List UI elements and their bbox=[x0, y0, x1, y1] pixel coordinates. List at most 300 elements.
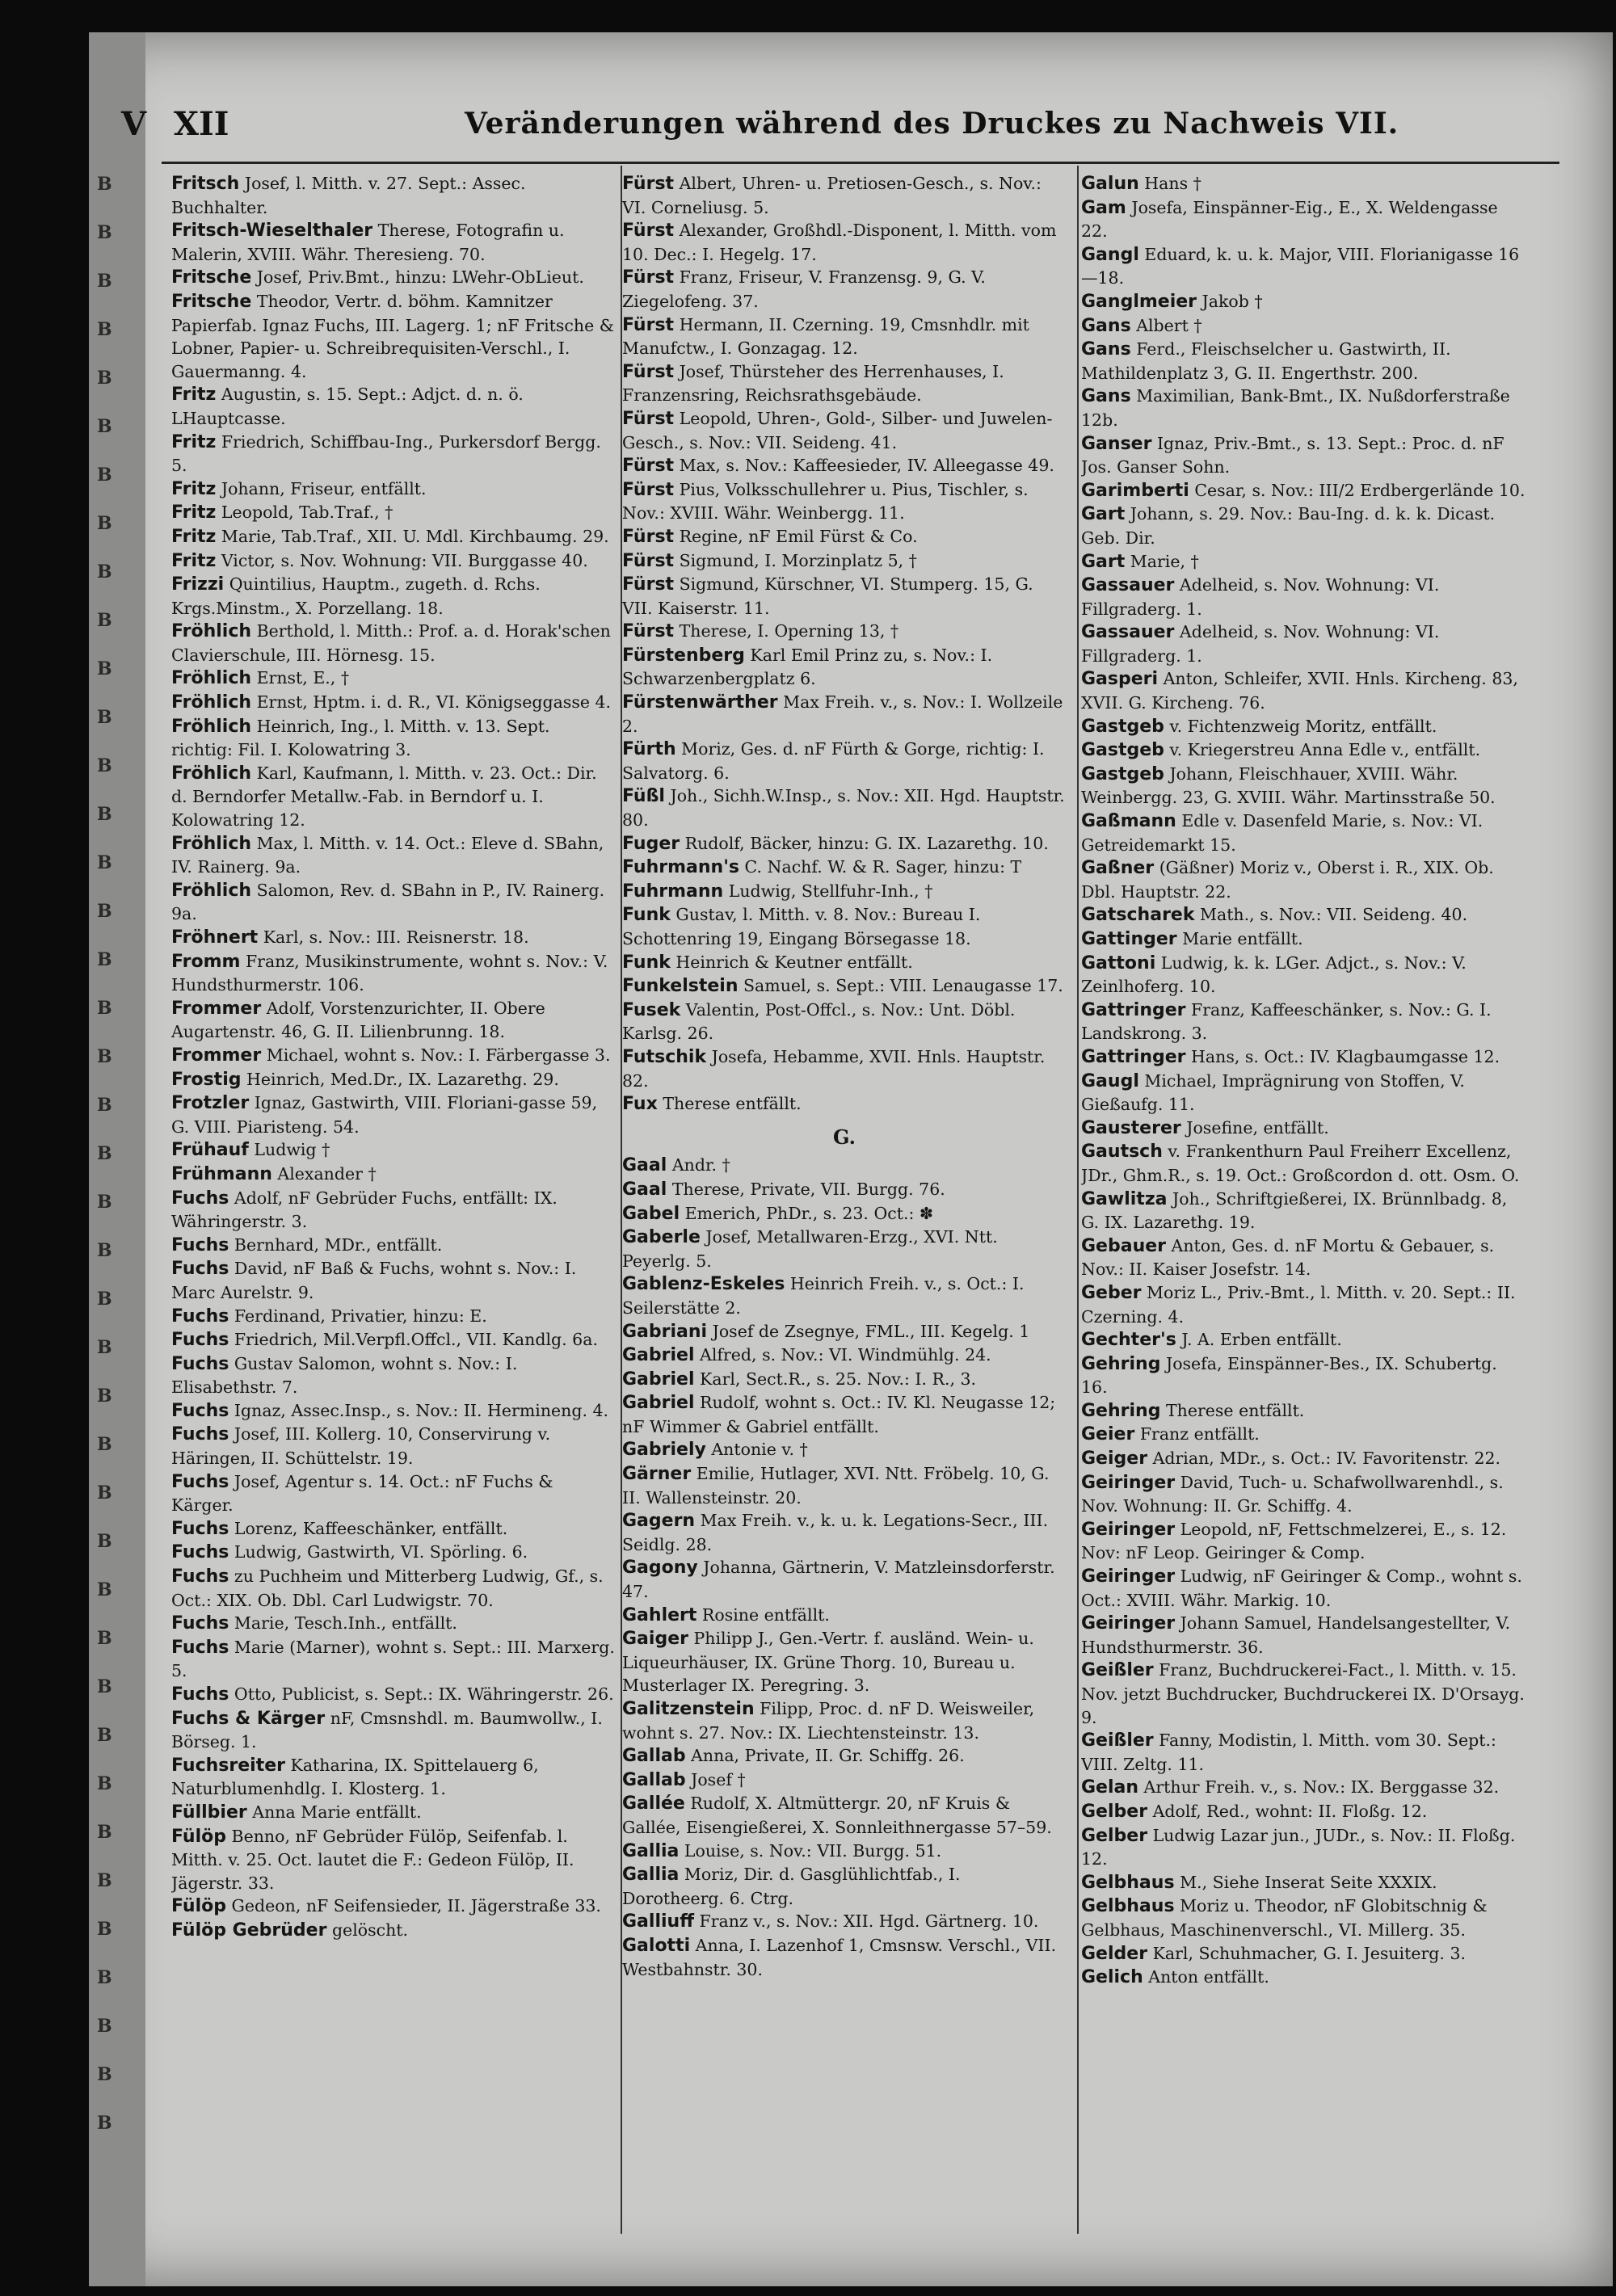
directory-entry bbox=[171, 1328, 616, 1352]
entry-surname: Fürstenberg bbox=[622, 645, 745, 666]
entry-surname: Gelbhaus bbox=[1081, 1896, 1175, 1917]
entry-details: Heinrich & Keutner entfällt. bbox=[670, 952, 913, 972]
entry-surname: Fritz bbox=[171, 478, 217, 499]
directory-entry bbox=[622, 525, 1067, 549]
entry-surname: Gart bbox=[1081, 551, 1126, 572]
entry-details: Max Freih. v., s. Nov.: I. Wollzeile 2. bbox=[622, 692, 1063, 736]
directory-entry bbox=[1081, 999, 1526, 1045]
entry-surname: Fröhlich bbox=[171, 880, 252, 901]
entry-details: Benno, nF Gebrüder Fülöp, Seifenfab. l. Mitth. v. 25. Oct. lautet die F.: Gedeon Fülöp, II. Jägerstr. 33. bbox=[171, 1826, 574, 1893]
entry-details: Bernhard, MDr., entfällt. bbox=[229, 1234, 443, 1255]
directory-entry bbox=[1081, 1966, 1526, 1990]
thumb-tab: B bbox=[97, 707, 112, 728]
entry-surname: Gangl bbox=[1081, 244, 1139, 265]
thumb-tab: B bbox=[97, 755, 112, 776]
entry-surname: Fromm bbox=[171, 951, 241, 972]
directory-entry bbox=[171, 1091, 616, 1138]
entry-details: Heinrich, Med.Dr., IX. Lazarethg. 29. bbox=[241, 1069, 559, 1089]
entry-surname: Gattringer bbox=[1081, 999, 1186, 1020]
entry-details: nF, Cmsnshdl. m. Baumwollw., I. Börseg. 1. bbox=[171, 1708, 603, 1752]
column-rule bbox=[1077, 166, 1079, 2234]
entry-details: Pius, Volksschullehrer u. Pius, Tischler, s. Nov.: XVIII. Währ. Weinbergg. 11. bbox=[622, 479, 1029, 524]
entry-details: Karl, s. Nov.: III. Reisnerstr. 18. bbox=[258, 927, 529, 947]
entry-details: Karl, Sect.R., s. 25. Nov.: I. R., 3. bbox=[694, 1369, 977, 1389]
entry-details: Josefa, Einspänner-Eig., E., X. Weldengasse 22. bbox=[1081, 197, 1498, 242]
thumb-tab: B bbox=[97, 1822, 112, 1843]
directory-entry bbox=[171, 1138, 616, 1163]
entry-surname: Fritsche bbox=[171, 267, 252, 288]
entry-details: Alexander † bbox=[271, 1163, 377, 1184]
entry-details: Math., s. Nov.: VII. Seideng. 40. bbox=[1194, 905, 1468, 925]
entry-surname: Gallia bbox=[622, 1865, 680, 1886]
directory-entry bbox=[622, 1509, 1067, 1556]
entry-details: Albert † bbox=[1130, 315, 1202, 335]
entry-details: Rudolf, Bäcker, hinzu: G. IX. Lazarethg. 10. bbox=[680, 833, 1049, 853]
entry-details: Therese, Fotografin u. Malerin, XVIII. Währ. Theresieng. 70. bbox=[171, 221, 565, 264]
entry-details: Ludwig, k. k. LGer. Adjct., s. Nov.: V. Zeinlhoferg. 10. bbox=[1081, 952, 1467, 997]
entry-details: zu Puchheim und Mitterberg Ludwig, Gf., s. Oct.: XIX. Ob. Dbl. Carl Ludwigstr. 70. bbox=[171, 1566, 604, 1610]
entry-surname: Fritz bbox=[171, 385, 217, 406]
entry-details: Cesar, s. Nov.: III/2 Erdbergerlände 10. bbox=[1189, 480, 1526, 500]
entry-surname: Fröhnert bbox=[171, 927, 259, 948]
entry-surname: Fürth bbox=[622, 739, 676, 760]
thumb-tab: B bbox=[97, 1289, 112, 1310]
entry-details: Therese entfällt. bbox=[1160, 1400, 1305, 1420]
entry-surname: Fröhlich bbox=[171, 668, 252, 689]
entry-details: Johann, Fleischhauer, XVIII. Währ. Weinbergg. 23, G. XVIII. Währ. Martinsstraße 50. bbox=[1081, 763, 1496, 808]
entry-details: Anna Marie entfällt. bbox=[246, 1802, 422, 1822]
entry-surname: Fuhrmann bbox=[622, 881, 724, 902]
thumb-tab: B bbox=[97, 1967, 112, 1988]
entry-details: Ludwig, nF Geiringer & Comp., wohnt s. Oct.: XVIII. Währ. Markig. 10. bbox=[1081, 1566, 1522, 1610]
entry-surname: Gagony bbox=[622, 1558, 698, 1579]
entry-details: Alfred, s. Nov.: VI. Windmühlg. 24. bbox=[694, 1345, 991, 1365]
thumb-tab: B bbox=[97, 1240, 112, 1261]
entry-details: Ernst, Hptm. i. d. R., VI. Königseggasse 4. bbox=[251, 692, 612, 713]
directory-entry bbox=[171, 879, 616, 926]
directory-entry bbox=[171, 1470, 616, 1517]
directory-entry bbox=[622, 620, 1067, 644]
directory-entry bbox=[1081, 763, 1526, 809]
entry-surname: Gärner bbox=[622, 1464, 692, 1485]
entry-details: Emilie, Hutlager, XVI. Ntt. Fröbelg. 10, G. II. Wallensteinstr. 20. bbox=[622, 1464, 1050, 1508]
entry-surname: Gausterer bbox=[1081, 1117, 1181, 1138]
entry-details: Heinrich, Ing., l. Mitth. v. 13. Sept. richtig: Fil. I. Kolowatring 3. bbox=[171, 716, 550, 760]
entry-surname: Gablenz-Eskeles bbox=[622, 1274, 785, 1295]
entry-details: Hans, s. Oct.: IV. Klagbaumgasse 12. bbox=[1185, 1046, 1500, 1066]
entry-details: Berthold, l. Mitth.: Prof. a. d. Horak'schen Clavierschule, III. Hörnesg. 15. bbox=[171, 621, 611, 665]
entry-details: Josefa, Hebamme, XVII. Hnls. Hauptstr. 82. bbox=[622, 1046, 1046, 1091]
directory-entry bbox=[1081, 1234, 1526, 1281]
directory-entry bbox=[171, 549, 616, 574]
directory-entry bbox=[622, 691, 1067, 738]
directory-entry bbox=[1081, 1188, 1526, 1234]
entry-details: Rudolf, X. Altmüttergr. 20, nF Kruis & Gallée, Eisengießerei, X. Sonnleithnergasse 57–59. bbox=[622, 1793, 1052, 1837]
entry-details: v. Fichtenzweig Moritz, entfällt. bbox=[1164, 716, 1437, 736]
directory-entry bbox=[1081, 1894, 1526, 1941]
directory-entry bbox=[622, 549, 1067, 574]
column-1 bbox=[171, 172, 616, 2240]
entry-details: Maximilian, Bank-Bmt., IX. Nußdorferstraße 12b. bbox=[1081, 386, 1510, 430]
entry-details: Regine, nF Emil Fürst & Co. bbox=[674, 526, 918, 546]
thumb-tab: B bbox=[97, 804, 112, 825]
directory-entry bbox=[171, 172, 616, 219]
entry-surname: Gahlert bbox=[622, 1604, 697, 1625]
entry-surname: Gawlitza bbox=[1081, 1188, 1168, 1209]
directory-entry bbox=[622, 1438, 1067, 1462]
entry-details: Ferdinand, Privatier, hinzu: E. bbox=[229, 1306, 487, 1326]
directory-entry bbox=[1081, 952, 1526, 999]
entry-surname: Gallab bbox=[622, 1746, 686, 1767]
entry-details: Anton entfällt. bbox=[1143, 1967, 1269, 1987]
entry-surname: Fuhrmann's bbox=[622, 857, 740, 878]
thumb-tab: B bbox=[97, 998, 112, 1019]
directory-entry bbox=[622, 856, 1067, 880]
entry-details: Johann, s. 29. Nov.: Bau-Ing. d. k. k. Dicast. Geb. Dir. bbox=[1081, 504, 1496, 548]
entry-details: Josef de Zsegnye, FML., III. Kegelg. 1 bbox=[707, 1321, 1030, 1341]
directory-entry bbox=[171, 383, 616, 430]
directory-entry bbox=[1081, 738, 1526, 763]
entry-surname: Fröhlich bbox=[171, 692, 252, 713]
directory-entry bbox=[622, 1344, 1067, 1368]
entry-surname: Gans bbox=[1081, 386, 1131, 407]
directory-entry bbox=[171, 1187, 616, 1234]
entry-surname: Fusek bbox=[622, 999, 681, 1020]
thumb-tab: B bbox=[97, 271, 112, 292]
entry-details: Johann Samuel, Handelsangestellter, V. Hundsthurmerstr. 36. bbox=[1081, 1613, 1511, 1657]
entry-details: Jakob † bbox=[1197, 291, 1263, 311]
entry-surname: Garimberti bbox=[1081, 480, 1189, 501]
directory-entry bbox=[171, 501, 616, 525]
entry-surname: Fuchs & Kärger bbox=[171, 1708, 326, 1729]
entry-surname: Gans bbox=[1081, 315, 1131, 336]
entry-details: Ernst, E., † bbox=[251, 668, 350, 688]
entry-details: Fanny, Modistin, l. Mitth. vom 30. Sept.: VIII. Zeltg. 11. bbox=[1081, 1730, 1496, 1774]
entry-details: Karl, Kaufmann, l. Mitth. v. 23. Oct.: Dir. d. Berndorfer Metallw.-Fab. in Berndorf u. I. Kolowatring 12. bbox=[171, 763, 597, 831]
thumb-tab: B bbox=[97, 513, 112, 534]
entry-surname: Gaal bbox=[622, 1179, 667, 1200]
directory-entry bbox=[1081, 1565, 1526, 1612]
entry-surname: Gautsch bbox=[1081, 1142, 1163, 1163]
entry-details: Rosine entfällt. bbox=[696, 1604, 830, 1625]
directory-entry bbox=[171, 715, 616, 762]
thumb-tab: B bbox=[97, 1531, 112, 1552]
directory-entry bbox=[1081, 290, 1526, 314]
entry-surname: Fürst bbox=[622, 267, 675, 288]
entry-surname: Gaal bbox=[622, 1155, 667, 1176]
entry-surname: Fürst bbox=[622, 221, 675, 242]
entry-surname: Gabriely bbox=[622, 1440, 706, 1461]
entry-details: Anton, Schleifer, XVII. Hnls. Kircheng. 83, XVII. G. Kircheng. 76. bbox=[1081, 669, 1518, 713]
entry-details: Augustin, s. 15. Sept.: Adjct. d. n. ö. LHauptcasse. bbox=[171, 385, 524, 428]
entry-details: Max Freih. v., k. u. k. Legations-Secr., III. Seidlg. 28. bbox=[622, 1511, 1049, 1554]
directory-entry bbox=[171, 832, 616, 879]
entry-details: Franz, Buchdruckerei-Fact., l. Mitth. v. 15. Nov. jetzt Buchdrucker, Buchdruckerei IX. D'Orsayg. 9. bbox=[1081, 1660, 1525, 1727]
entry-details: Franz, Musikinstrumente, wohnt s. Nov.: V. Hundsthurmerstr. 106. bbox=[171, 951, 608, 995]
directory-entry bbox=[1081, 479, 1526, 503]
directory-entry bbox=[1081, 1824, 1526, 1871]
entry-surname: Gart bbox=[1081, 504, 1126, 525]
directory-entry bbox=[171, 1352, 616, 1399]
entry-details: Otto, Publicist, s. Sept.: IX. Währingerstr. 26. bbox=[229, 1684, 614, 1704]
entry-surname: Gelbhaus bbox=[1081, 1872, 1175, 1893]
entry-details: Ignaz, Assec.Insp., s. Nov.: II. Hermineng. 4. bbox=[229, 1400, 609, 1420]
entry-surname: Gatscharek bbox=[1081, 905, 1195, 926]
entry-surname: Gabriani bbox=[622, 1321, 708, 1342]
entry-details: Ignaz, Gastwirth, VIII. Floriani-gasse 59, G. VIII. Piaristeng. 54. bbox=[171, 1093, 598, 1137]
column-2 bbox=[622, 172, 1067, 2240]
entry-surname: Fülöp bbox=[171, 1896, 226, 1917]
directory-entry bbox=[1081, 574, 1526, 620]
entry-surname: Fürst bbox=[622, 526, 675, 547]
directory-entry bbox=[622, 313, 1067, 360]
entry-surname: Fürst bbox=[622, 574, 675, 595]
directory-entry bbox=[1081, 1328, 1526, 1352]
entry-surname: Gaberle bbox=[622, 1227, 701, 1248]
directory-entry bbox=[1081, 1281, 1526, 1328]
entry-details: Ludwig, Gastwirth, VI. Spörling. 6. bbox=[229, 1542, 528, 1562]
entry-details: Josef, Metallwaren-Erzg., XVI. Ntt. Peyerlg. 5. bbox=[622, 1227, 998, 1271]
thumb-tab: B bbox=[97, 368, 112, 389]
directory-entry bbox=[622, 407, 1067, 454]
entry-details: Joh., Schriftgießerei, IX. Brünnlbadg. 8, G. IX. Lazarethg. 19. bbox=[1081, 1188, 1508, 1233]
running-letter: V bbox=[121, 105, 147, 143]
entry-details: Moriz, Dir. d. Gasglühlichtfab., I. Dorotheerg. 6. Ctrg. bbox=[622, 1865, 961, 1908]
directory-entry bbox=[622, 360, 1067, 407]
directory-entry bbox=[1081, 667, 1526, 714]
entry-details: Eduard, k. u. k. Major, VIII. Florianigasse 16—18. bbox=[1081, 244, 1520, 288]
entry-surname: Fürst bbox=[622, 456, 675, 477]
directory-entry bbox=[622, 172, 1067, 219]
entry-surname: Geiringer bbox=[1081, 1519, 1176, 1540]
entry-surname: Gattringer bbox=[1081, 1046, 1186, 1067]
entry-details: Max, l. Mitth. v. 14. Oct.: Eleve d. SBahn, IV. Rainerg. 9a. bbox=[171, 833, 604, 877]
entry-surname: Gaßner bbox=[1081, 858, 1155, 879]
entry-details: Hans † bbox=[1138, 174, 1201, 193]
entry-surname: Fux bbox=[622, 1094, 658, 1115]
directory-entry bbox=[171, 762, 616, 832]
directory-entry bbox=[171, 1044, 616, 1068]
directory-entry bbox=[1081, 1942, 1526, 1966]
entry-surname: Gastgeb bbox=[1081, 763, 1164, 784]
directory-entry bbox=[622, 1910, 1067, 1934]
entry-surname: Fröhlich bbox=[171, 621, 252, 642]
entry-surname: Gabriel bbox=[622, 1393, 695, 1414]
entry-surname: Füllbier bbox=[171, 1802, 247, 1823]
thumb-tab: B bbox=[97, 1725, 112, 1746]
thumb-tab: B bbox=[97, 610, 112, 631]
entry-details: Franz, Kaffeeschänker, s. Nov.: G. I. Landskrong. 3. bbox=[1081, 999, 1492, 1044]
directory-entry bbox=[171, 1894, 616, 1919]
entry-surname: Fröhlich bbox=[171, 763, 252, 784]
thumb-tab: B bbox=[97, 1676, 112, 1697]
entry-surname: Gaiger bbox=[622, 1629, 688, 1650]
entry-surname: Füßl bbox=[622, 786, 665, 807]
entry-surname: Futschik bbox=[622, 1046, 707, 1067]
entry-details: Arthur Freih. v., s. Nov.: IX. Berggasse 32. bbox=[1138, 1777, 1500, 1798]
entry-surname: Fürstenwärther bbox=[622, 692, 778, 713]
directory-entry bbox=[1081, 809, 1526, 856]
entry-details: Sigmund, Kürschner, VI. Stumperg. 15, G. VII. Kaiserstr. 11. bbox=[622, 574, 1033, 618]
entry-surname: Geißler bbox=[1081, 1660, 1154, 1681]
directory-entry bbox=[1081, 856, 1526, 903]
thumb-tab: B bbox=[97, 658, 112, 679]
entry-details: Lorenz, Kaffeeschänker, entfällt. bbox=[229, 1518, 508, 1538]
directory-entry bbox=[171, 926, 616, 950]
entry-surname: Fuchs bbox=[171, 1306, 229, 1327]
entry-surname: Fritsch bbox=[171, 174, 240, 194]
directory-entry bbox=[1081, 1800, 1526, 1824]
entry-details: Therese, I. Operning 13, † bbox=[674, 621, 899, 641]
directory-entry bbox=[622, 999, 1067, 1045]
entry-surname: Fürst bbox=[622, 174, 675, 194]
entry-details: Josefine, entfällt. bbox=[1180, 1117, 1329, 1137]
entry-details: Josefa, Einspänner-Bes., IX. Schubertg. 16. bbox=[1081, 1353, 1497, 1398]
directory-entry bbox=[1081, 1612, 1526, 1659]
entry-surname: Gastgeb bbox=[1081, 740, 1164, 761]
directory-entry bbox=[622, 1604, 1067, 1628]
entry-surname: Gaugl bbox=[1081, 1070, 1139, 1091]
entry-details: Franz v., s. Nov.: XII. Hgd. Gärtnerg. 10. bbox=[694, 1911, 1039, 1932]
directory-entry bbox=[1081, 1447, 1526, 1471]
directory-entry bbox=[171, 997, 616, 1044]
entry-surname: Fritz bbox=[171, 526, 217, 547]
entry-surname: Fuchs bbox=[171, 1234, 229, 1255]
thumb-tab: B bbox=[97, 1337, 112, 1358]
page-number: XII bbox=[174, 105, 229, 143]
directory-entry bbox=[171, 1825, 616, 1895]
thumb-tab: B bbox=[97, 465, 112, 486]
entry-details: Franz entfällt. bbox=[1134, 1424, 1260, 1444]
entry-details: Josef † bbox=[685, 1769, 746, 1789]
directory-entry bbox=[1081, 715, 1526, 739]
thumb-tab: B bbox=[97, 1434, 112, 1455]
entry-surname: Fritz bbox=[171, 503, 217, 524]
entry-surname: Gagern bbox=[622, 1511, 696, 1532]
entry-surname: Funk bbox=[622, 905, 671, 926]
directory-entry bbox=[1081, 196, 1526, 243]
thumb-tab: B bbox=[97, 852, 112, 873]
directory-entry bbox=[1081, 1659, 1526, 1729]
directory-entry bbox=[1081, 903, 1526, 927]
thumb-tab: B bbox=[97, 1046, 112, 1067]
directory-entry bbox=[622, 1840, 1067, 1864]
directory-entry bbox=[171, 1636, 616, 1683]
entry-details: Gustav Salomon, wohnt s. Nov.: I. Elisabethstr. 7. bbox=[171, 1353, 518, 1398]
entry-surname: Gallab bbox=[622, 1769, 686, 1790]
directory-entry bbox=[622, 1556, 1067, 1603]
entry-details: Leopold, Uhren-, Gold-, Silber- und Juwelen-Gesch., s. Nov.: VII. Seideng. 41. bbox=[622, 408, 1053, 452]
directory-entry bbox=[171, 1754, 616, 1801]
directory-entry bbox=[171, 525, 616, 549]
entry-surname: Fröhlich bbox=[171, 833, 252, 854]
section-heading: G. bbox=[833, 1125, 856, 1149]
page-header bbox=[121, 105, 1580, 153]
entry-details: gelöscht. bbox=[326, 1920, 409, 1940]
entry-details: Ludwig Lazar jun., JUDr., s. Nov.: II. Floßg. 12. bbox=[1081, 1825, 1516, 1869]
entry-surname: Gallée bbox=[622, 1793, 685, 1815]
entry-surname: Fuchs bbox=[171, 1637, 229, 1658]
entry-surname: Frostig bbox=[171, 1069, 242, 1090]
entry-details: Moriz, Ges. d. nF Fürth & Gorge, richtig: I. Salvatorg. 6. bbox=[622, 739, 1045, 783]
entry-details: Karl Emil Prinz zu, s. Nov.: I. Schwarzenbergplatz 6. bbox=[622, 645, 993, 689]
entry-details: Leopold, Tab.Traf., † bbox=[216, 503, 393, 523]
column-3 bbox=[1081, 172, 1526, 2240]
directory-entry bbox=[1081, 243, 1526, 290]
directory-entry bbox=[1081, 432, 1526, 479]
entry-surname: Fuchs bbox=[171, 1471, 229, 1492]
entry-surname: Fuchs bbox=[171, 1330, 229, 1351]
directory-entry bbox=[622, 573, 1067, 620]
entry-details: C. Nachf. W. & R. Sager, hinzu: T bbox=[739, 857, 1022, 877]
entry-details: Gedeon, nF Seifensieder, II. Jägerstraße 33. bbox=[226, 1896, 601, 1916]
directory-entry bbox=[622, 951, 1067, 975]
directory-entry bbox=[622, 1178, 1067, 1202]
entry-surname: Fürst bbox=[622, 621, 675, 642]
entry-details: Louise, s. Nov.: VII. Burgg. 51. bbox=[679, 1840, 942, 1861]
entry-details: v. Frankenthurn Paul Freiherr Excellenz, JDr., Ghm.R., s. 19. Oct.: Großcordon d. ott. Osm. O. bbox=[1081, 1142, 1520, 1185]
entry-surname: Gassauer bbox=[1081, 622, 1175, 643]
entry-surname: Gattinger bbox=[1081, 929, 1177, 949]
entry-surname: Fuchs bbox=[171, 1684, 229, 1705]
directory-entry bbox=[1081, 1871, 1526, 1895]
directory-entry bbox=[171, 1801, 616, 1825]
entry-surname: Gelber bbox=[1081, 1825, 1148, 1846]
entry-details: Adrian, MDr., s. Oct.: IV. Favoritenstr. 22. bbox=[1147, 1449, 1501, 1469]
thumb-tab: B bbox=[97, 561, 112, 582]
entry-surname: Gelich bbox=[1081, 1967, 1143, 1988]
entry-details: Marie, † bbox=[1125, 551, 1199, 571]
entry-details: Marie, Tab.Traf., XII. U. Mdl. Kirchbaumg. 29. bbox=[216, 526, 609, 546]
directory-entry bbox=[171, 1683, 616, 1707]
entry-details: Anna, Private, II. Gr. Schiffg. 26. bbox=[685, 1746, 965, 1766]
entry-details: Adelheid, s. Nov. Wohnung: VI. Fillgraderg. 1. bbox=[1081, 575, 1440, 619]
directory-entry bbox=[622, 832, 1067, 856]
directory-entry bbox=[1081, 1140, 1526, 1187]
thumb-tab: B bbox=[97, 1870, 112, 1891]
thumb-tab: B bbox=[97, 2064, 112, 2085]
directory-entry bbox=[622, 1792, 1067, 1839]
entry-details: (Gäßner) Moriz v., Oberst i. R., XIX. Ob. Dbl. Hauptstr. 22. bbox=[1081, 858, 1494, 902]
entry-surname: Gabriel bbox=[622, 1369, 695, 1390]
entry-surname: Galliuff bbox=[622, 1911, 695, 1932]
entry-surname: Galitzenstein bbox=[622, 1699, 755, 1719]
entry-details: Friedrich, Mil.Verpfl.Offcl., VII. Kandlg. 6a. bbox=[229, 1330, 598, 1350]
entry-surname: Frühauf bbox=[171, 1140, 249, 1161]
running-title: Veränderungen während des Druckes zu Nachweis VII. bbox=[465, 107, 1399, 141]
entry-surname: Gabriel bbox=[622, 1345, 695, 1366]
directory-entry bbox=[622, 974, 1067, 999]
entry-details: Ludwig † bbox=[248, 1140, 330, 1160]
directory-entry bbox=[622, 454, 1067, 478]
thumb-tab: B bbox=[97, 1386, 112, 1407]
entry-surname: Fürst bbox=[622, 479, 675, 500]
entry-surname: Fritsche bbox=[171, 291, 252, 312]
entry-surname: Gasperi bbox=[1081, 669, 1159, 690]
entry-details: Theodor, Vertr. d. böhm. Kamnitzer Papierfab. Ignaz Fuchs, III. Lagerg. 1; nF Fritsche & Lobner, Papier- u. Schreibrequisiten-Verschl., I. Gauermanng. 4. bbox=[171, 291, 614, 381]
entry-surname: Funkelstein bbox=[622, 976, 739, 997]
entry-surname: Fuchsreiter bbox=[171, 1755, 285, 1776]
directory-entry bbox=[171, 620, 616, 667]
directory-entry bbox=[622, 1092, 1067, 1116]
directory-entry bbox=[622, 1154, 1067, 1178]
header-rule bbox=[162, 162, 1559, 164]
entry-details: Marie, Tesch.Inh., entfällt. bbox=[229, 1613, 457, 1634]
directory-entry bbox=[622, 1202, 1067, 1226]
entry-details: Adelheid, s. Nov. Wohnung: VI. Fillgraderg. 1. bbox=[1081, 622, 1440, 666]
entry-surname: Fuchs bbox=[171, 1400, 229, 1421]
entry-details: Josef, Thürsteher des Herrenhauses, I. Franzensring, Reichsrathsgebäude. bbox=[622, 361, 1004, 406]
